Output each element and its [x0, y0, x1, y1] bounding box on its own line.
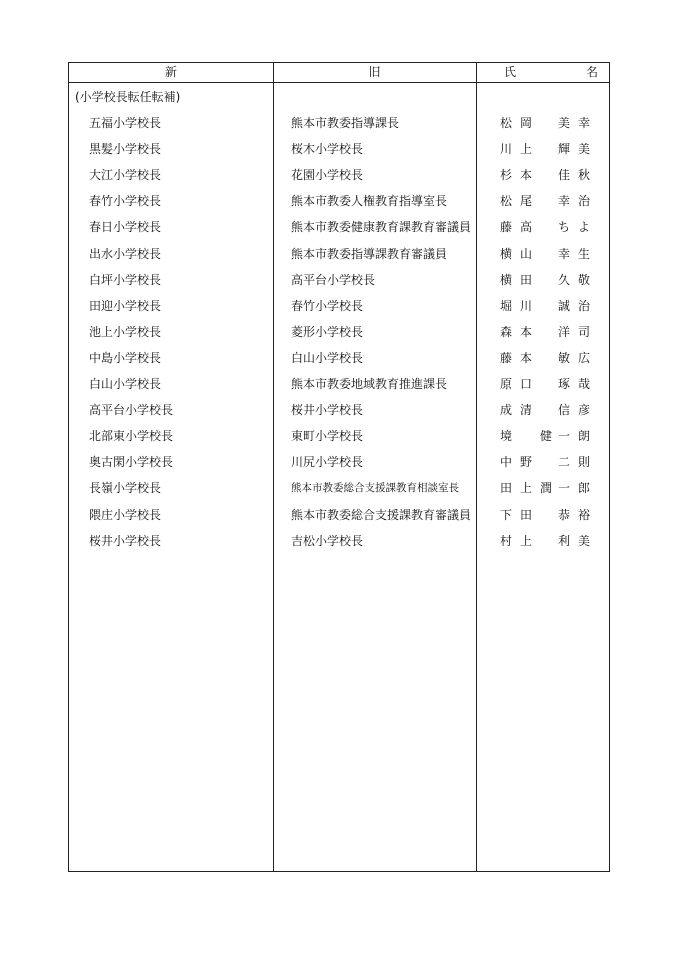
header-old: 旧: [368, 65, 381, 79]
new-position: 春竹小学校長: [89, 194, 162, 209]
old-position: 東町小学校長: [291, 429, 364, 444]
table-row: [69, 533, 609, 559]
name-character: 久: [557, 272, 570, 287]
new-position: 黒髪小学校長: [89, 142, 162, 157]
name-character: 敏: [557, 350, 570, 365]
person-name: [499, 246, 591, 262]
name-character: 原: [499, 377, 512, 391]
new-position: 白坪小学校長: [89, 272, 162, 287]
new-position: 桜井小学校長: [89, 533, 162, 548]
name-character: 広: [577, 350, 590, 365]
name-character: 川: [519, 298, 532, 313]
name-character: 堀: [499, 298, 512, 313]
name-character: 彦: [577, 403, 590, 418]
name-character: 信: [557, 403, 570, 418]
name-character: 琢: [557, 377, 570, 391]
new-position: 白山小学校長: [89, 377, 162, 391]
name-character: 横: [499, 272, 512, 287]
header-name: [476, 63, 611, 82]
new-position: 五福小学校長: [89, 116, 162, 130]
name-character: 哉: [577, 377, 590, 391]
old-position: 熊本市教委総合支援課教育審議員: [291, 507, 472, 522]
name-character: 誠: [557, 298, 570, 313]
name-character: 健: [539, 429, 552, 444]
old-position: 熊本市教委地域教育推進課長: [291, 377, 448, 391]
person-name: [499, 219, 591, 235]
table-row: [69, 376, 609, 402]
new-position: 長嶺小学校長: [89, 481, 162, 496]
header-new: 新: [164, 65, 177, 79]
table-row: [69, 402, 609, 428]
name-character: 秋: [577, 168, 590, 183]
person-name: [499, 480, 591, 496]
old-position: 熊本市教委人権教育指導室長: [291, 194, 448, 209]
table-row: [69, 298, 609, 324]
name-character: 二: [557, 455, 570, 470]
name-character: 中: [499, 455, 512, 470]
name-character: 口: [519, 377, 532, 391]
old-position: 川尻小学校長: [291, 455, 364, 470]
name-character: 藤: [499, 350, 512, 365]
old-position: 春竹小学校長: [291, 298, 364, 313]
old-position: 桜井小学校長: [291, 403, 364, 418]
name-character: 洋: [557, 324, 570, 339]
name-character: 松: [499, 116, 512, 130]
name-character: 下: [499, 507, 512, 522]
name-character: 郎: [577, 481, 590, 496]
name-character: 野: [519, 455, 532, 470]
person-name: [499, 167, 591, 183]
table-row: [69, 167, 609, 193]
table-row: [69, 324, 609, 350]
person-name: [499, 454, 591, 470]
name-character: 杉: [499, 168, 512, 183]
person-name: [499, 402, 591, 418]
new-position: 春日小学校長: [89, 220, 162, 235]
name-character: 治: [577, 298, 590, 313]
table-row: [69, 219, 609, 245]
name-character: 田: [519, 272, 532, 287]
name-character: 幸: [577, 116, 590, 130]
header-name-surname: 氏: [504, 65, 517, 79]
table-row: [69, 428, 609, 454]
name-character: 潤: [539, 481, 552, 496]
name-character: 司: [577, 324, 590, 339]
table-row: [69, 350, 609, 376]
name-character: 幸: [557, 194, 570, 209]
name-character: 治: [577, 194, 590, 209]
name-character: 森: [499, 324, 512, 339]
person-name: [499, 324, 591, 340]
table-header: [69, 63, 609, 83]
name-character: 上: [519, 533, 532, 548]
name-character: 本: [519, 168, 532, 183]
name-character: 本: [519, 324, 532, 339]
old-position: 熊本市教委指導課長: [291, 116, 400, 130]
person-name: [499, 376, 591, 392]
name-character: 成: [499, 403, 512, 418]
table-row: [69, 480, 609, 506]
name-character: 横: [499, 246, 512, 261]
name-character: 朗: [577, 429, 590, 444]
name-character: 上: [519, 481, 532, 496]
person-name: [499, 350, 591, 366]
new-position: 高平台小学校長: [89, 403, 174, 418]
name-character: 村: [499, 533, 512, 548]
name-character: 恭: [557, 507, 570, 522]
name-character: 生: [577, 246, 590, 261]
name-character: 利: [557, 533, 570, 548]
person-name: [499, 507, 591, 523]
new-position: 北部東小学校長: [89, 429, 174, 444]
new-position: 田迎小学校長: [89, 298, 162, 313]
name-character: 高: [519, 220, 532, 235]
table-row: [69, 141, 609, 167]
new-position: 隈庄小学校長: [89, 507, 162, 522]
name-character: 裕: [577, 507, 590, 522]
new-position: 池上小学校長: [89, 324, 162, 339]
old-position: 菱形小学校長: [291, 324, 364, 339]
name-character: よ: [577, 220, 590, 235]
person-name: [499, 298, 591, 314]
name-character: 山: [519, 246, 532, 261]
personnel-table: [68, 62, 610, 872]
new-position: 奥古閑小学校長: [89, 455, 174, 470]
name-character: ち: [557, 220, 570, 235]
person-name: [499, 428, 591, 444]
table-row: [69, 454, 609, 480]
name-character: 尾: [519, 194, 532, 209]
new-position: 大江小学校長: [89, 168, 162, 183]
name-character: 藤: [499, 220, 512, 235]
old-position: 花園小学校長: [291, 168, 364, 183]
name-character: 松: [499, 194, 512, 209]
old-position: 熊本市教委健康教育課教育審議員: [291, 220, 472, 235]
header-name-given: 名: [586, 65, 599, 79]
old-position: 熊本市教委指導課教育審議員: [291, 246, 448, 261]
name-character: 上: [519, 142, 532, 157]
person-name: [499, 115, 591, 131]
table-row: [69, 246, 609, 272]
name-character: 輝: [557, 142, 570, 157]
person-name: [499, 272, 591, 288]
table-row: [69, 193, 609, 219]
old-position: 熊本市教委総合支援課教育相談室長: [291, 482, 459, 495]
name-character: 岡: [519, 116, 532, 130]
person-name: [499, 193, 591, 209]
name-character: 則: [577, 455, 590, 470]
name-character: 田: [499, 481, 512, 496]
name-character: 幸: [557, 246, 570, 261]
name-character: 川: [499, 142, 512, 157]
new-position: 出水小学校長: [89, 246, 162, 261]
old-position: 白山小学校長: [291, 350, 364, 365]
name-character: 敬: [577, 272, 590, 287]
name-character: 美: [577, 142, 590, 157]
name-character: 本: [519, 350, 532, 365]
old-position: 吉松小学校長: [291, 533, 364, 548]
section-label: (小学校長転任転補): [75, 90, 181, 104]
name-character: 一: [557, 481, 570, 496]
new-position: 中島小学校長: [89, 350, 162, 365]
name-character: 田: [519, 507, 532, 522]
name-character: 清: [519, 403, 532, 418]
old-position: 桜木小学校長: [291, 142, 364, 157]
person-name: [499, 533, 591, 549]
name-character: 美: [577, 533, 590, 548]
person-name: [499, 141, 591, 157]
table-row: [69, 115, 609, 141]
name-character: 美: [557, 116, 570, 130]
name-character: 一: [557, 429, 570, 444]
table-row: [69, 507, 609, 533]
old-position: 高平台小学校長: [291, 272, 376, 287]
name-character: 境: [499, 429, 512, 444]
name-character: 佳: [557, 168, 570, 183]
table-row: [69, 272, 609, 298]
